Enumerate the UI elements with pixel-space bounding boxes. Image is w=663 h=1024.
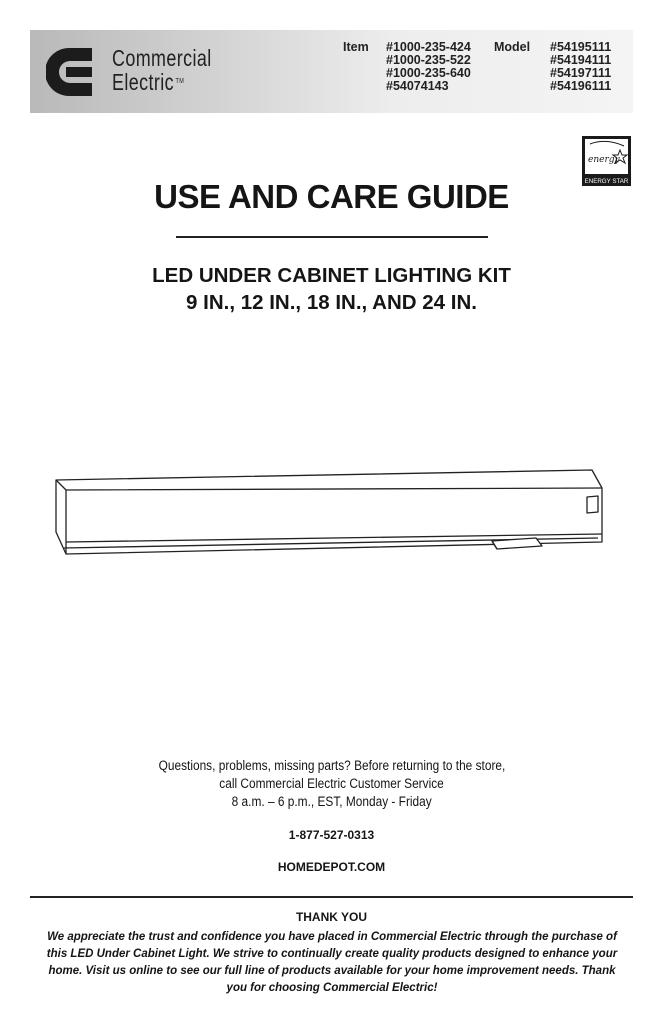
header-band [30,30,633,113]
trademark-mark: TM [175,78,185,85]
subtitle-line-2: 9 IN., 12 IN., 18 IN., AND 24 IN. [186,291,477,314]
bottom-divider [30,896,633,898]
model-number: #54194111 [550,53,612,67]
support-info [0,757,663,811]
energy-star-label: ENERGY STAR [584,178,629,185]
product-subtitle [0,262,663,316]
support-hours: 8 a.m. – 6 p.m., EST, Monday - Friday [231,794,432,809]
model-numbers [550,41,611,93]
item-number: #1000-235-640 [386,66,471,80]
support-line-2: call Commercial Electric Customer Service [219,776,444,791]
model-number: #54196111 [550,79,612,93]
subtitle-line-1: LED UNDER CABINET LIGHTING KIT [152,264,511,287]
brand-name [112,46,212,94]
led-light-bar-illustration [50,462,610,562]
item-number: #1000-235-522 [386,53,471,67]
support-line-1: Questions, problems, missing parts? Before returning to the store, [158,758,505,773]
item-number: #54074143 [386,79,449,93]
thank-you-message: We appreciate the trust and confidence you have placed in Commercial Electric through the purchase of this LED Under Cabinet Light. We strive to continually create quality products designed to enhance your home. Visit us online to see our full line of products available for your home improvement needs. Thank you for choosing Commercial Electric! [46,931,618,994]
item-numbers [386,41,471,93]
website-link[interactable]: HOMEDEPOT.COM [277,860,386,874]
model-number: #54197111 [550,66,612,80]
title-divider [176,236,488,238]
support-phone: 1-877-527-0313 [288,828,375,842]
page-title: USE AND CARE GUIDE [154,178,509,215]
brand-line-2: Electric [112,69,174,95]
item-label: Item [343,40,369,54]
energy-star-script: energy [588,155,620,165]
brand-line-1: Commercial [112,45,212,71]
commercial-electric-logo-icon [46,48,92,96]
thank-you-heading: THANK YOU [295,910,368,924]
item-number: #1000-235-424 [386,40,471,54]
model-label: Model [494,40,531,54]
model-number: #54195111 [550,40,612,54]
